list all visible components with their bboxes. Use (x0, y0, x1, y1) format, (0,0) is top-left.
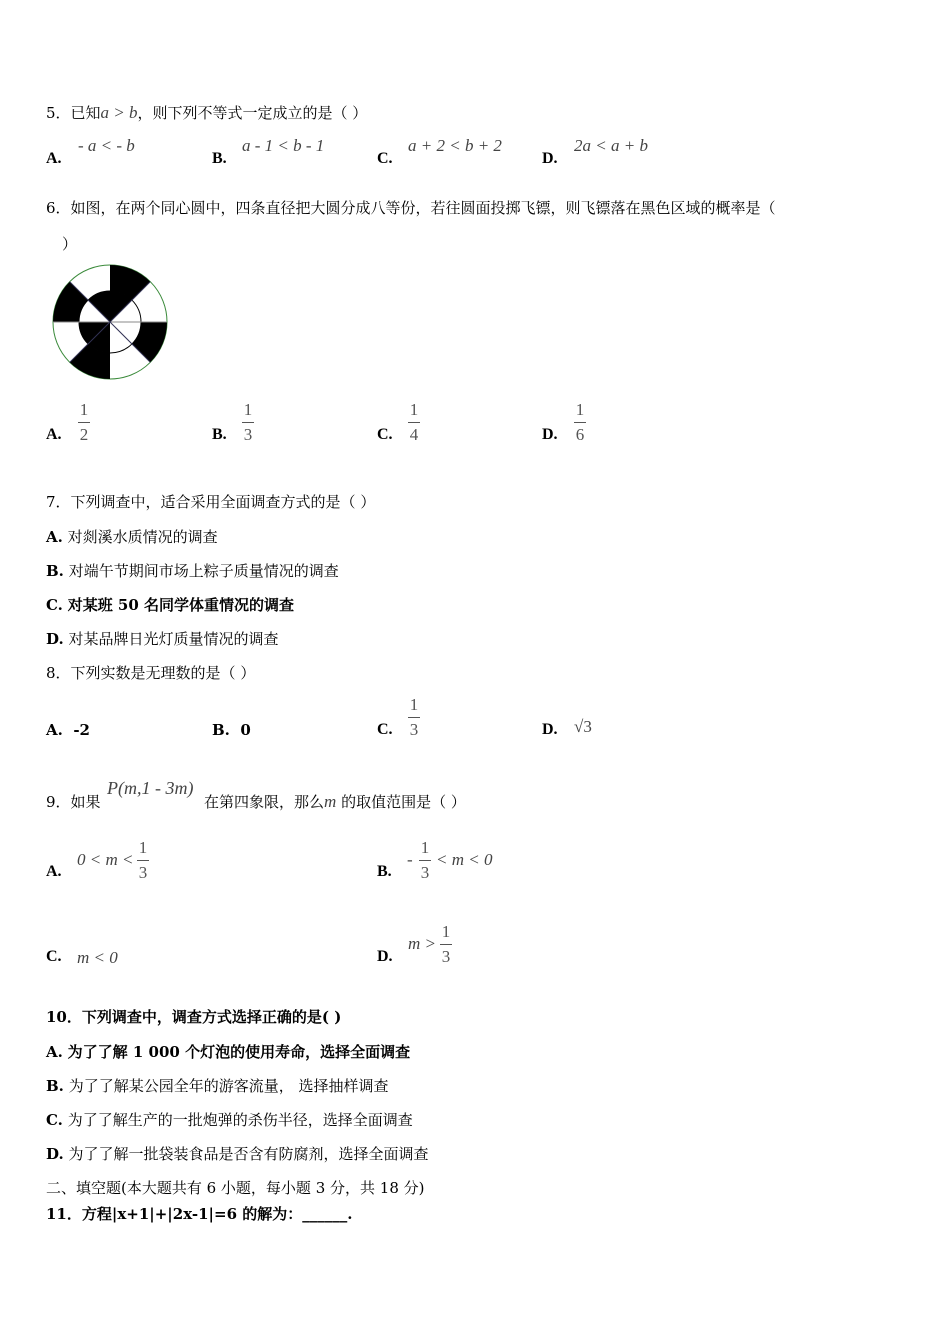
q6-stem-end: ） (62, 235, 78, 253)
q6-option-b-fraction (242, 400, 254, 445)
q5-option-c: a + 2 < b + 2 (408, 136, 502, 155)
q5-option-b-label: B. (212, 150, 227, 167)
option-text: 对端午节期间市场上粽子质量情况的调查 (68, 562, 339, 580)
q5-stem (46, 102, 367, 123)
q5-option-b: a - 1 < b - 1 (242, 136, 325, 155)
q9-var: m (324, 792, 337, 811)
q9-option-d-expr: m > (408, 934, 436, 953)
q5-stem-pre: 5．已知 (46, 104, 101, 122)
q10-stem: 10．下列调查中，调查方式选择正确的是( ) (46, 1008, 342, 1026)
concentric-circles-figure (50, 262, 170, 382)
q8-option-b (212, 721, 251, 739)
option-text: 对某班 50 名同学体重情况的调查 (67, 596, 295, 614)
q8-stem: 8．下列实数是无理数的是（ ） (46, 664, 256, 682)
q9-option-b-minus: - (407, 850, 413, 869)
option-text: 为了了解生产的一批炮弹的杀伤半径，选择全面调查 (67, 1111, 413, 1129)
denominator: 2 (79, 425, 89, 444)
q6-option-c-fraction (408, 400, 420, 445)
q10-option-a (46, 1041, 410, 1062)
q9-stem-mid: 在第四象限，那么 (204, 793, 325, 811)
option-text: 为了了解某公园全年的游客流量， 选择抽样调查 (68, 1077, 389, 1095)
q5-option-d-label: D. (542, 150, 558, 167)
q7-option-b (46, 560, 339, 581)
option-label: A. (46, 721, 63, 739)
q7-option-a (46, 526, 218, 547)
q9-option-c-expr: m < 0 (77, 948, 118, 967)
q6-option-b-label: B. (212, 426, 227, 443)
q6-option-a-fraction (78, 400, 90, 445)
numerator: 1 (138, 838, 148, 857)
q9-option-d-fraction (440, 922, 452, 967)
option-text: 0 (240, 721, 251, 739)
option-label: B. (46, 562, 64, 580)
option-text: 对剡溪水质情况的调查 (67, 528, 218, 546)
option-label: C. (46, 596, 63, 614)
q6-option-d-label: D. (542, 426, 558, 443)
q7-option-d (46, 628, 279, 649)
q7-stem: 7．下列调查中，适合采用全面调查方式的是（ ） (46, 493, 376, 511)
q9-option-a-label: A. (46, 863, 62, 880)
denominator: 3 (243, 425, 253, 444)
q9-option-b-expr: < m < 0 (436, 850, 493, 869)
q9-option-d-label: D. (377, 948, 393, 965)
option-label: D. (46, 1145, 64, 1163)
denominator: 3 (420, 863, 430, 882)
option-label: D. (46, 630, 64, 648)
denominator: 3 (409, 720, 419, 739)
q11-stem: 11．方程|x+1|+|2x-1|=6 的解为：______. (46, 1205, 353, 1223)
q9-point: P(m,1 - 3m) (107, 778, 194, 798)
numerator: 1 (420, 838, 430, 857)
q6-option-a-label: A. (46, 426, 62, 443)
q6-option-d-fraction (574, 400, 586, 445)
q9-option-a-fraction (137, 838, 149, 883)
q6-stem: 6．如图，在两个同心圆中，四条直径把大圆分成八等份，若往圆面投掷飞镖，则飞镖落在黑色区域的概率是（ (46, 199, 776, 217)
q10-option-d (46, 1143, 429, 1164)
q6-option-c-label: C. (377, 426, 393, 443)
option-text: 为了了解一批袋装食品是否含有防腐剂，选择全面调查 (68, 1145, 429, 1163)
q5-condition: a > b (100, 103, 138, 122)
q8-option-d-sqrt: √3 (574, 717, 592, 736)
q7-option-c (46, 594, 294, 615)
q9-stem-rest (204, 791, 466, 812)
option-label: B. (212, 721, 230, 739)
q5-stem-post: ，则下列不等式一定成立的是（ ） (137, 104, 368, 122)
q9-stem-post: 的取值范围是（ ） (341, 793, 466, 811)
option-label: B. (46, 1077, 64, 1095)
denominator: 4 (409, 425, 419, 444)
q8-option-a (46, 721, 90, 739)
option-label: A. (46, 1043, 63, 1061)
option-text: 为了了解 1 000 个灯泡的使用寿命，选择全面调查 (67, 1043, 411, 1061)
denominator: 6 (575, 425, 585, 444)
q9-option-b-label: B. (377, 863, 392, 880)
q5-option-a: - a < - b (78, 136, 135, 155)
option-label: A. (46, 528, 63, 546)
q9-option-b-fraction (419, 838, 431, 883)
q5-option-a-label: A. (46, 150, 62, 167)
q9-option-c-label: C. (46, 948, 62, 965)
q9-option-a-expr: 0 < m < (77, 850, 134, 869)
q8-option-c-label: C. (377, 721, 393, 738)
q9-stem-pre: 9．如果 (46, 793, 101, 811)
numerator: 1 (79, 400, 89, 419)
denominator: 3 (441, 947, 451, 966)
q10-option-c (46, 1109, 413, 1130)
q10-option-b (46, 1075, 388, 1096)
q5-option-d: 2a < a + b (574, 136, 648, 155)
q8-option-d-label: D. (542, 721, 558, 738)
numerator: 1 (409, 400, 419, 419)
option-label: C. (46, 1111, 63, 1129)
section-heading-fill-in: 二、填空题(本大题共有 6 小题，每小题 3 分，共 18 分) (46, 1179, 425, 1197)
denominator: 3 (138, 863, 148, 882)
numerator: 1 (575, 400, 585, 419)
numerator: 1 (243, 400, 253, 419)
option-text: -2 (73, 721, 90, 739)
option-text: 对某品牌日光灯质量情况的调查 (68, 630, 279, 648)
numerator: 1 (409, 695, 419, 714)
q5-option-c-label: C. (377, 150, 393, 167)
numerator: 1 (441, 922, 451, 941)
q8-option-c-fraction (408, 695, 420, 740)
